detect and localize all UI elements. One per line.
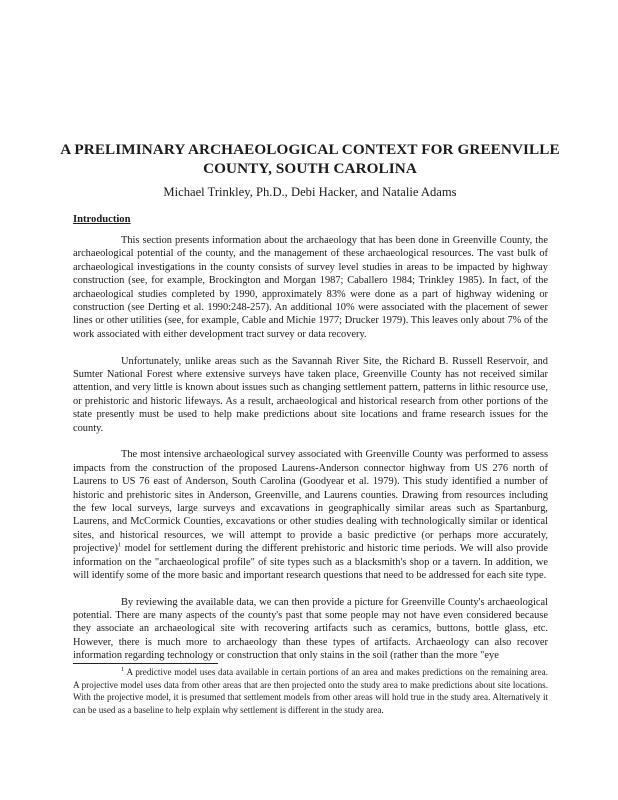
footnote-number: 1 bbox=[121, 665, 125, 673]
paragraph-3-text-b: model for settlement during the different prehistoric and historic time periods. We will also provide information on the "archaeological profile" of site types such as a blacksmith's shop or a tavern. In addition, we will identify some of the more basic and important research questions that need to be addressed for each site type. bbox=[73, 543, 548, 581]
document-title bbox=[60, 141, 560, 178]
paragraph-1: This section presents information about the archaeology that has been done in Greenville County, the archaeological potential of the county, and the management of these archaeological resources. The vast bulk of archaeological investigations in the county consists of survey level studies in areas to be impacted by highway construction (see, for example, Brockington and Morgan 1987; Caballero 1984; Trinkley 1985). In fact, of the archaeological studies completed by 1990, approximately 83% were done as a part of highway widening or construction (see Derting et al. 1990:248-257). An additional 10% were associated with the placement of sewer lines or other utilities (see, for example, Cable and Michie 1977; Drucker 1979). This leaves only about 7% of the work associated with either development tract survey or data recovery. bbox=[73, 235, 548, 340]
author-line: Michael Trinkley, Ph.D., Debi Hacker, and Natalie Adams bbox=[163, 185, 457, 199]
footnote-reference: 1 bbox=[118, 541, 122, 549]
footnote bbox=[73, 666, 548, 717]
body-text bbox=[73, 234, 548, 676]
title-line-2: COUNTY, SOUTH CAROLINA bbox=[203, 159, 417, 177]
footnote-text: A predictive model uses data available in certain portions of an area and makes predictions on the remaining area. A projective model uses data from other areas that are then projected onto the study area to make predictions about site locations. With the projective model, it is presumed that settlement models from other areas will hold true in the study area. Alternatively it can be used as a baseline to help explain why settlement is different in the study area. bbox=[73, 667, 548, 716]
footnote-divider bbox=[73, 663, 218, 664]
paragraph-2: Unfortunately, unlike areas such as the Savannah River Site, the Richard B. Russell Reservoir, and Sumter National Forest where extensive surveys have taken place, Greenville County has not received similar attention, and very little is known about issues such as changing settlement pattern, patterns in lithic resource use, or prehistoric and historic lifeways. As a result, archaeological and historical research from other portions of the state presently must be used to help make predictions about site locations and frame research issues for the county. bbox=[73, 355, 548, 434]
section-heading-introduction: Introduction bbox=[73, 214, 131, 225]
paragraph-3-text-a: The most intensive archaeological survey associated with Greenville County was performed to assess impacts from the construction of the proposed Laurens-Anderson connector highway from US 276 north of Laurens to US 76 east of Anderson, South Carolina (Goodyear et al. 1979). This study identified a number of historic and prehistoric sites in Anderson, Greenville, and Laurens counties. Drawing from resources including the few local surveys, large surveys and excavations in geographically similar areas such as Spartanburg, Laurens, and McCormick Counties, excavations or other studies dealing with technologically similar or identical sites, and historical resources, we will attempt to provide a basic predictive (or perhaps more accurately, projective) bbox=[73, 449, 548, 555]
paragraph-3 bbox=[73, 448, 548, 582]
paragraph-4: By reviewing the available data, we can then provide a picture for Greenville County's archaeological potential. There are many aspects of the county's past that some people may not have even considered because they associate an archaeological site with recovering artifacts such as ceramics, buttons, bottle glass, etc. However, there is much more to archaeology than these types of artifacts. Archaeology can also recover information regarding technology or construction that only stains in the soil (rather than the more "eye bbox=[73, 596, 548, 662]
title-line-1: A PRELIMINARY ARCHAEOLOGICAL CONTEXT FOR GREENVILLE bbox=[60, 141, 560, 158]
